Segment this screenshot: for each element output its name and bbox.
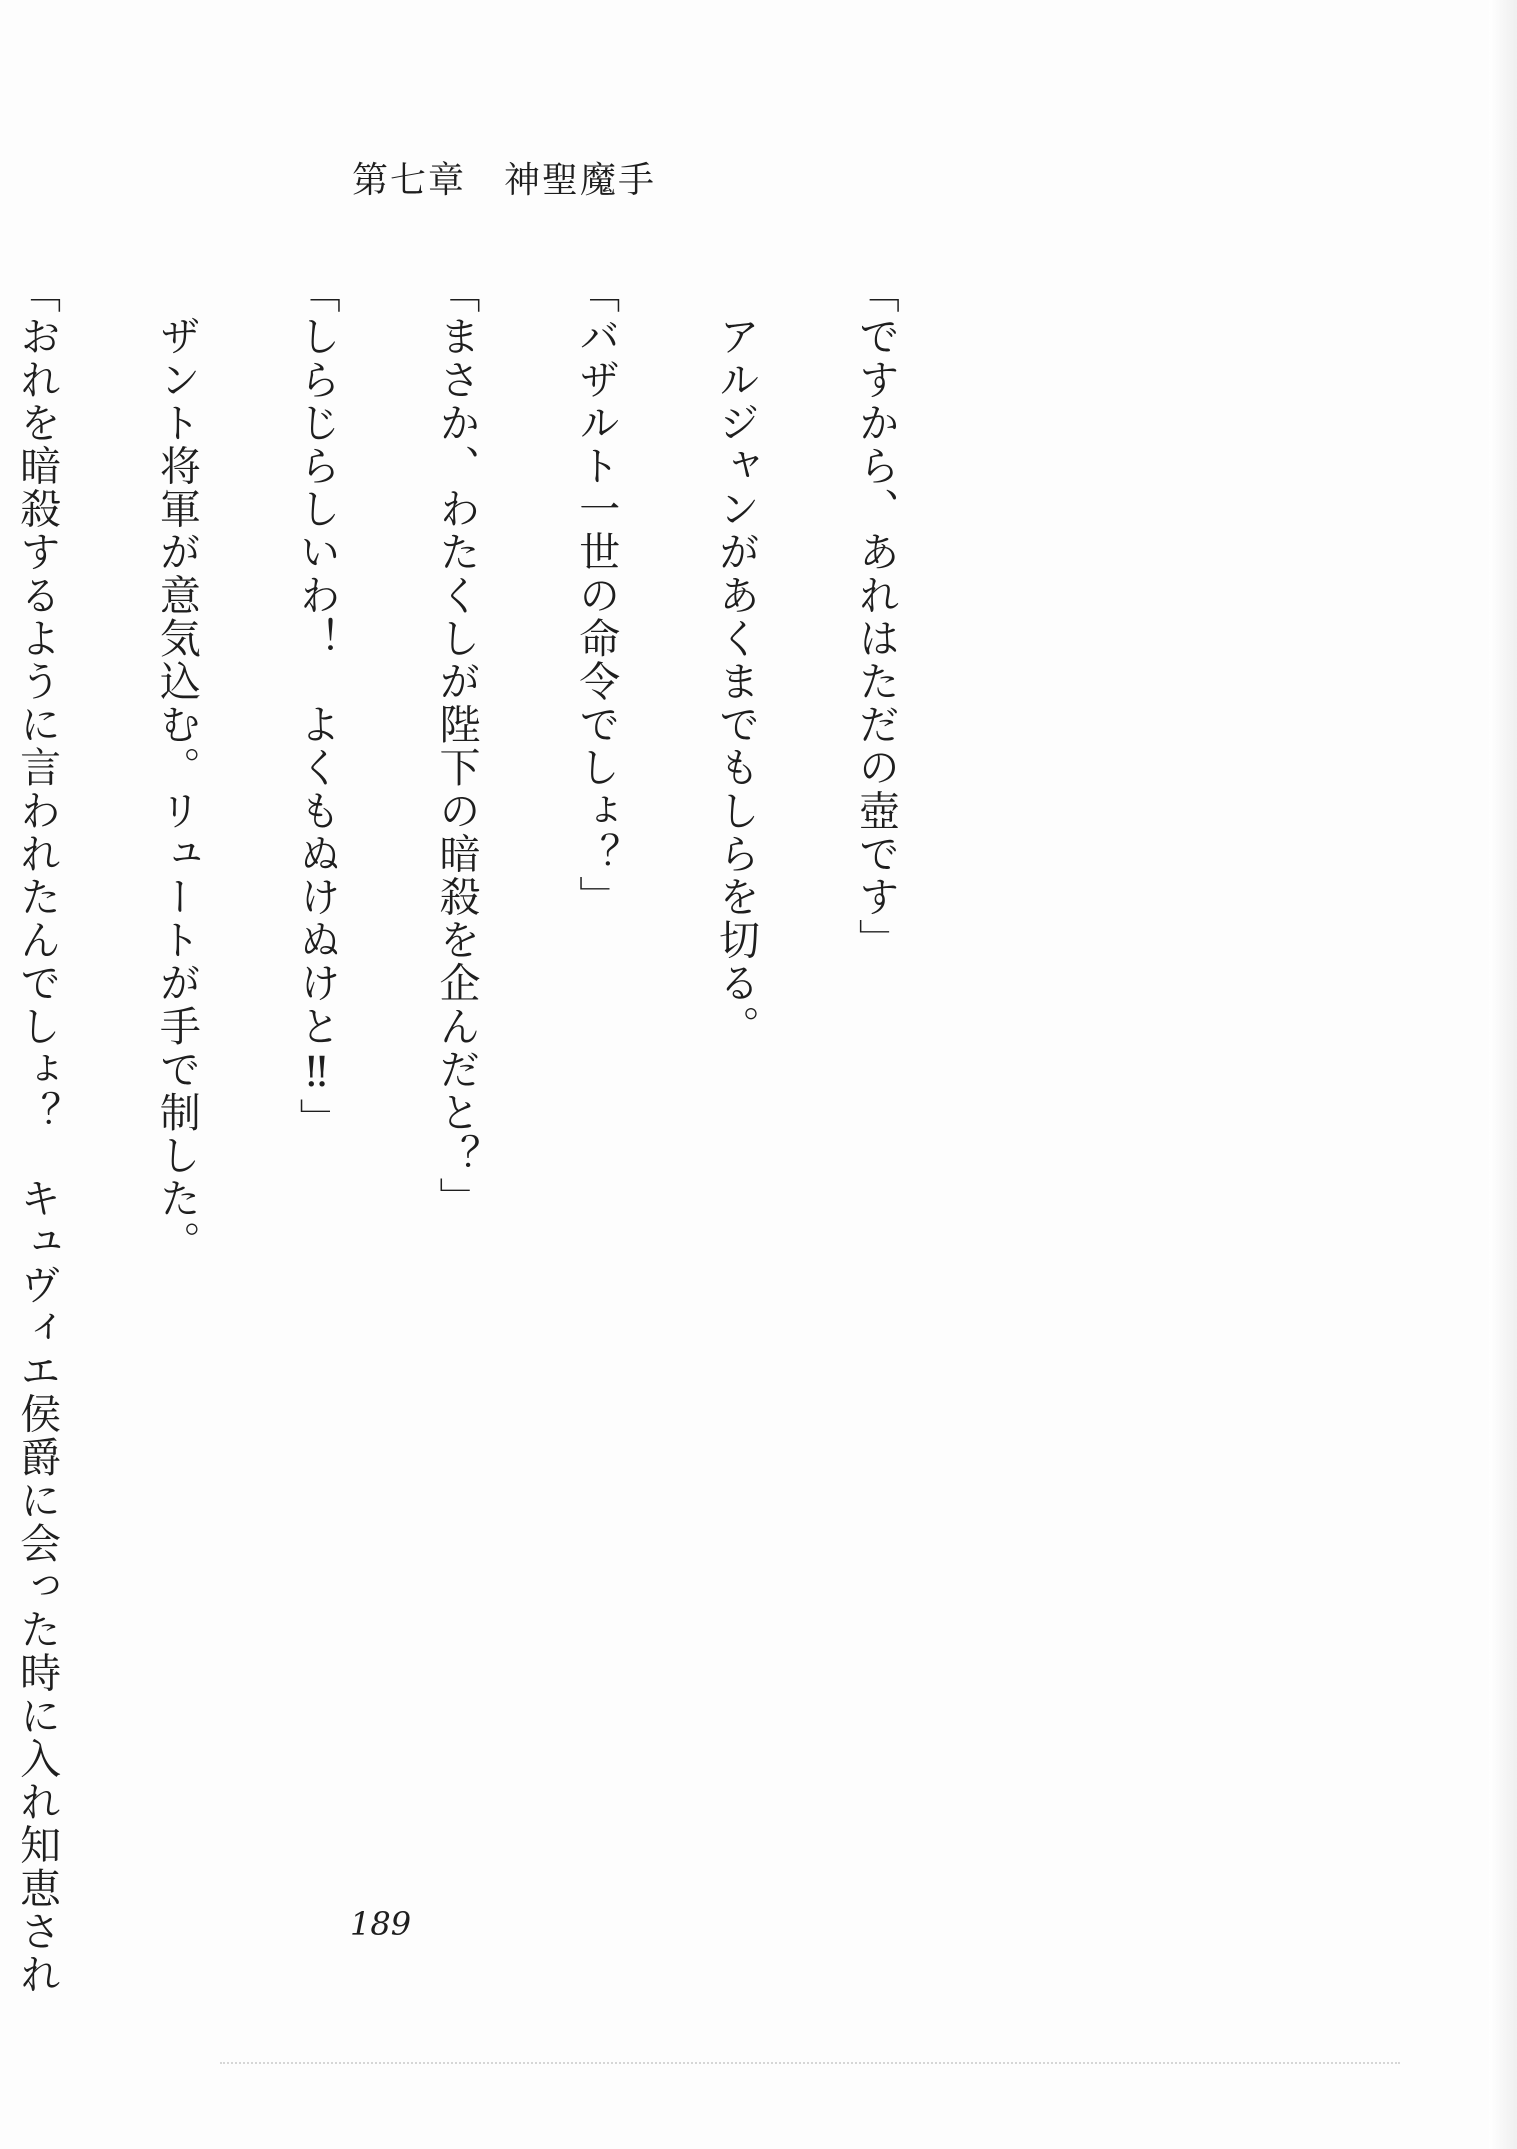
text-line: ザント将軍が意気込む。リュートが手で制した。: [152, 272, 201, 1264]
page-number: 189: [350, 1905, 412, 1943]
page-edge-shadow: [1489, 0, 1517, 2149]
text-line: 「おれを暗殺するように言われたんでしょ？ キュヴィエ侯爵に会った時に入れ知恵され: [13, 272, 62, 1996]
text-line: 「しらじらしいわ！ よくもぬけぬけと‼」: [292, 272, 341, 1141]
text-line: 「まさか、わたくしが陛下の暗殺を企んだと？」: [432, 272, 481, 1221]
text-line: 「ですから、あれはただの壺です」: [851, 272, 900, 962]
text-line: 「バザルト一世の命令でしょ？」: [572, 272, 621, 919]
chapter-title: 第七章 神聖魔手: [352, 160, 657, 201]
text-line: アルジャンがあくまでもしらを切る。: [712, 272, 761, 1048]
bottom-divider: [220, 2062, 1400, 2064]
